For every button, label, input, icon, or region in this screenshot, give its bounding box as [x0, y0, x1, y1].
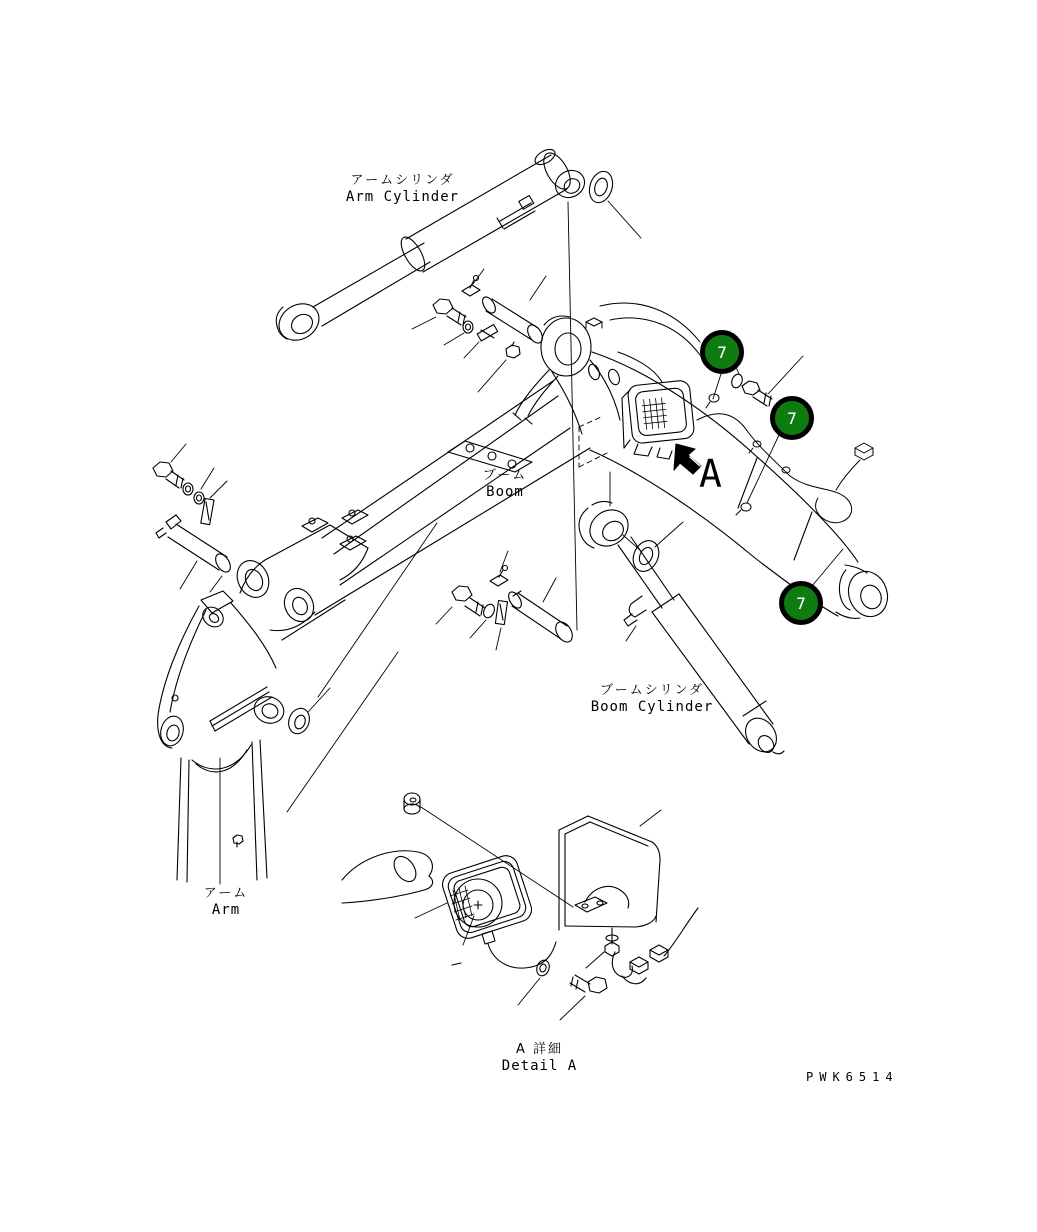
arm-cylinder-label-en: Arm Cylinder — [345, 189, 460, 206]
part-callout-number: 7 — [795, 593, 807, 613]
boom-cylinder-label-jp: ブームシリンダ — [599, 683, 705, 698]
boom-label-jp: ブーム — [482, 468, 528, 483]
boom-cylinder-pin-parts — [436, 551, 576, 650]
arm-cylinder-label — [325, 173, 480, 207]
section-cut-dashed-lines — [579, 417, 607, 467]
part-callout-7-badge[interactable] — [779, 581, 823, 625]
boom-label-en: Boom — [486, 484, 524, 501]
detail-a-drawing — [342, 793, 698, 1020]
part-callout-number: 7 — [716, 342, 728, 362]
arm-label-en: Arm — [211, 902, 241, 919]
detail-a-label — [462, 1042, 617, 1076]
section-marker-letter: A — [699, 452, 722, 496]
arm-drawing — [157, 523, 437, 884]
part-callout-number: 7 — [786, 408, 798, 428]
boom-foot-pin-parts — [153, 444, 233, 589]
part-callout-7-badge[interactable] — [770, 396, 814, 440]
arm-label-jp: アーム — [203, 886, 249, 901]
arm-cylinder-label-jp: アームシリンダ — [350, 173, 455, 188]
detail-a-label-jp: A 詳細 — [515, 1042, 564, 1057]
part-callout-7-badge[interactable] — [700, 330, 744, 374]
drawing-number: PWK6514 — [806, 1070, 899, 1084]
boom-label — [455, 468, 555, 502]
detail-a-label-en: Detail A — [501, 1058, 578, 1075]
arm-cylinder-pin-parts — [412, 269, 546, 392]
boom-cylinder-label — [572, 683, 732, 717]
arm-label — [176, 886, 276, 920]
callout-leader-lines — [713, 356, 843, 586]
boom-cylinder-label-en: Boom Cylinder — [590, 699, 714, 716]
boom-top-bolt-washer — [730, 373, 772, 406]
